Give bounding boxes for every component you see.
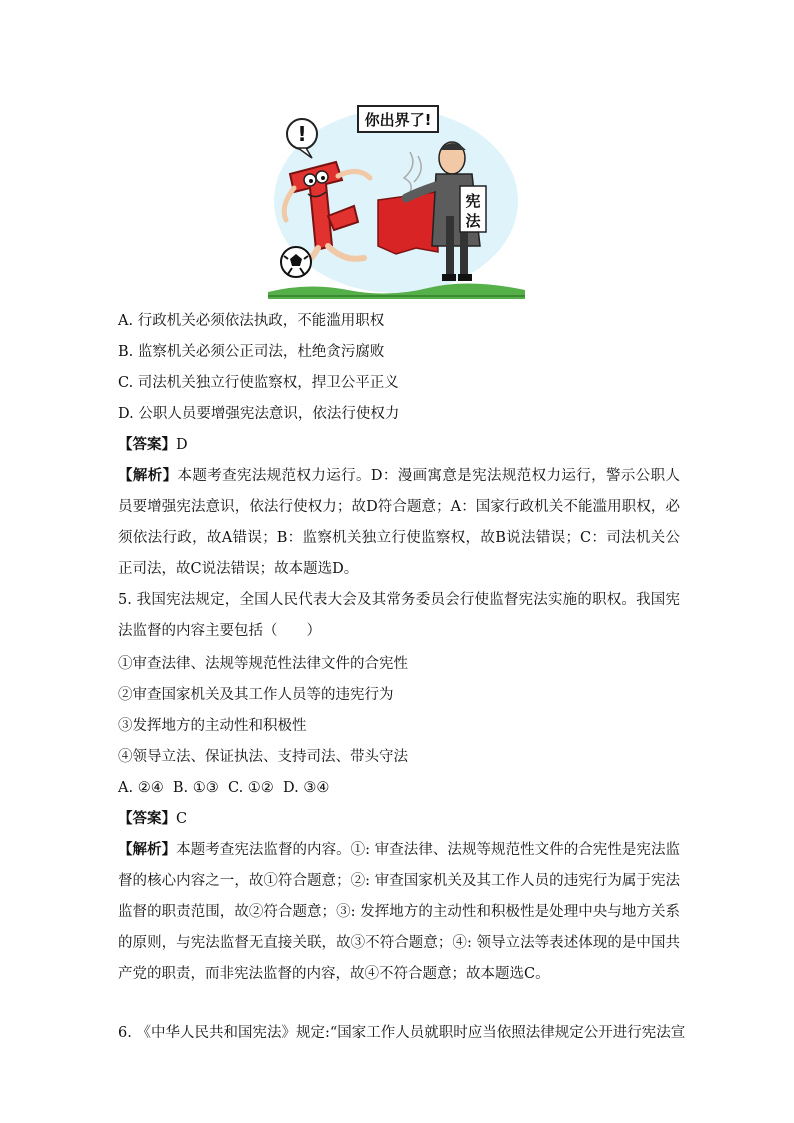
body-sign-text-1: 宪	[465, 192, 481, 210]
q5-answer-label: 【答案】	[118, 810, 176, 827]
q6-stem: 6. 《中华人民共和国宪法》规定:“国家工作人员就职时应当依照法律规定公开进行宪法宣	[118, 1025, 686, 1041]
cartoon-illustration	[268, 96, 525, 299]
q4-analysis	[118, 460, 680, 585]
q4-analysis-label: 【解析】	[118, 467, 178, 484]
q5-choices: A. ②④ B. ①③ C. ①② D. ③④	[118, 780, 330, 796]
q4-option-c: C. 司法机关独立行使监察权，捍卫公平正义	[118, 375, 399, 391]
q4-option-a: A. 行政机关必须依法执政，不能滥用职权	[118, 313, 385, 329]
exclaim-mark: !	[297, 122, 307, 146]
q5-answer	[118, 809, 688, 829]
q4-answer-value: D	[176, 437, 188, 453]
q4-answer	[118, 435, 688, 455]
q5-item-2: ②审查国家机关及其工作人员等的违宪行为	[118, 687, 394, 703]
q4-answer-label: 【答案】	[118, 436, 176, 453]
football-icon	[281, 247, 311, 277]
q5-answer-value: C	[176, 811, 188, 827]
q4-option-d: D. 公职人员要增强宪法意识，依法行使权力	[118, 406, 400, 422]
q5-analysis-text: 本题考查宪法监督的内容。①: 审查法律、法规等规范性文件的合宪性是宪法监督的核心内容之一，故①符合题意；②: 审查国家机关及其工作人员的违宪行为属于宪法监督的职责范围，故②符合题意；③: 发挥地方的主动性和积极性是处理中央与地方关系的原则，与宪法监督无直接关联，故③不符合题意；④: 领导立法等表述体现的是中国共产党的职责，而非宪法监督的内容，故④不符合题意；故本题选C。	[118, 842, 681, 982]
q5-item-1: ①审查法律、法规等规范性法律文件的合宪性	[118, 656, 408, 672]
body-sign-text-2: 法	[465, 212, 481, 230]
speech-bubble-text: 你出界了!	[364, 111, 432, 129]
q5-item-4: ④领导立法、保证执法、支持司法、带头守法	[118, 749, 408, 765]
q5-item-3: ③发挥地方的主动性和积极性	[118, 718, 307, 734]
q5-analysis-label: 【解析】	[118, 841, 177, 858]
q5-stem: 5. 我国宪法规定，全国人民代表大会及其常务委员会行使监督宪法实施的职权。我国宪法监督的内容主要包括（ ）	[118, 592, 680, 639]
q5-analysis	[118, 834, 680, 990]
speech-bubble	[358, 106, 438, 132]
q4-analysis-text: 本题考查宪法规范权力运行。D：漫画寓意是宪法规范权力运行，警示公职人员要增强宪法意识，依法行使权力；故D符合题意；A：国家行政机关不能滥用职权，必须依法行政，故A错误；B：监察机关独立行使监察权，故B说法错误；C：司法机关公正司法，故C说法错误；故本题选D。	[118, 468, 680, 577]
q4-option-b: B. 监察机关必须公正司法，杜绝贪污腐败	[118, 344, 385, 360]
